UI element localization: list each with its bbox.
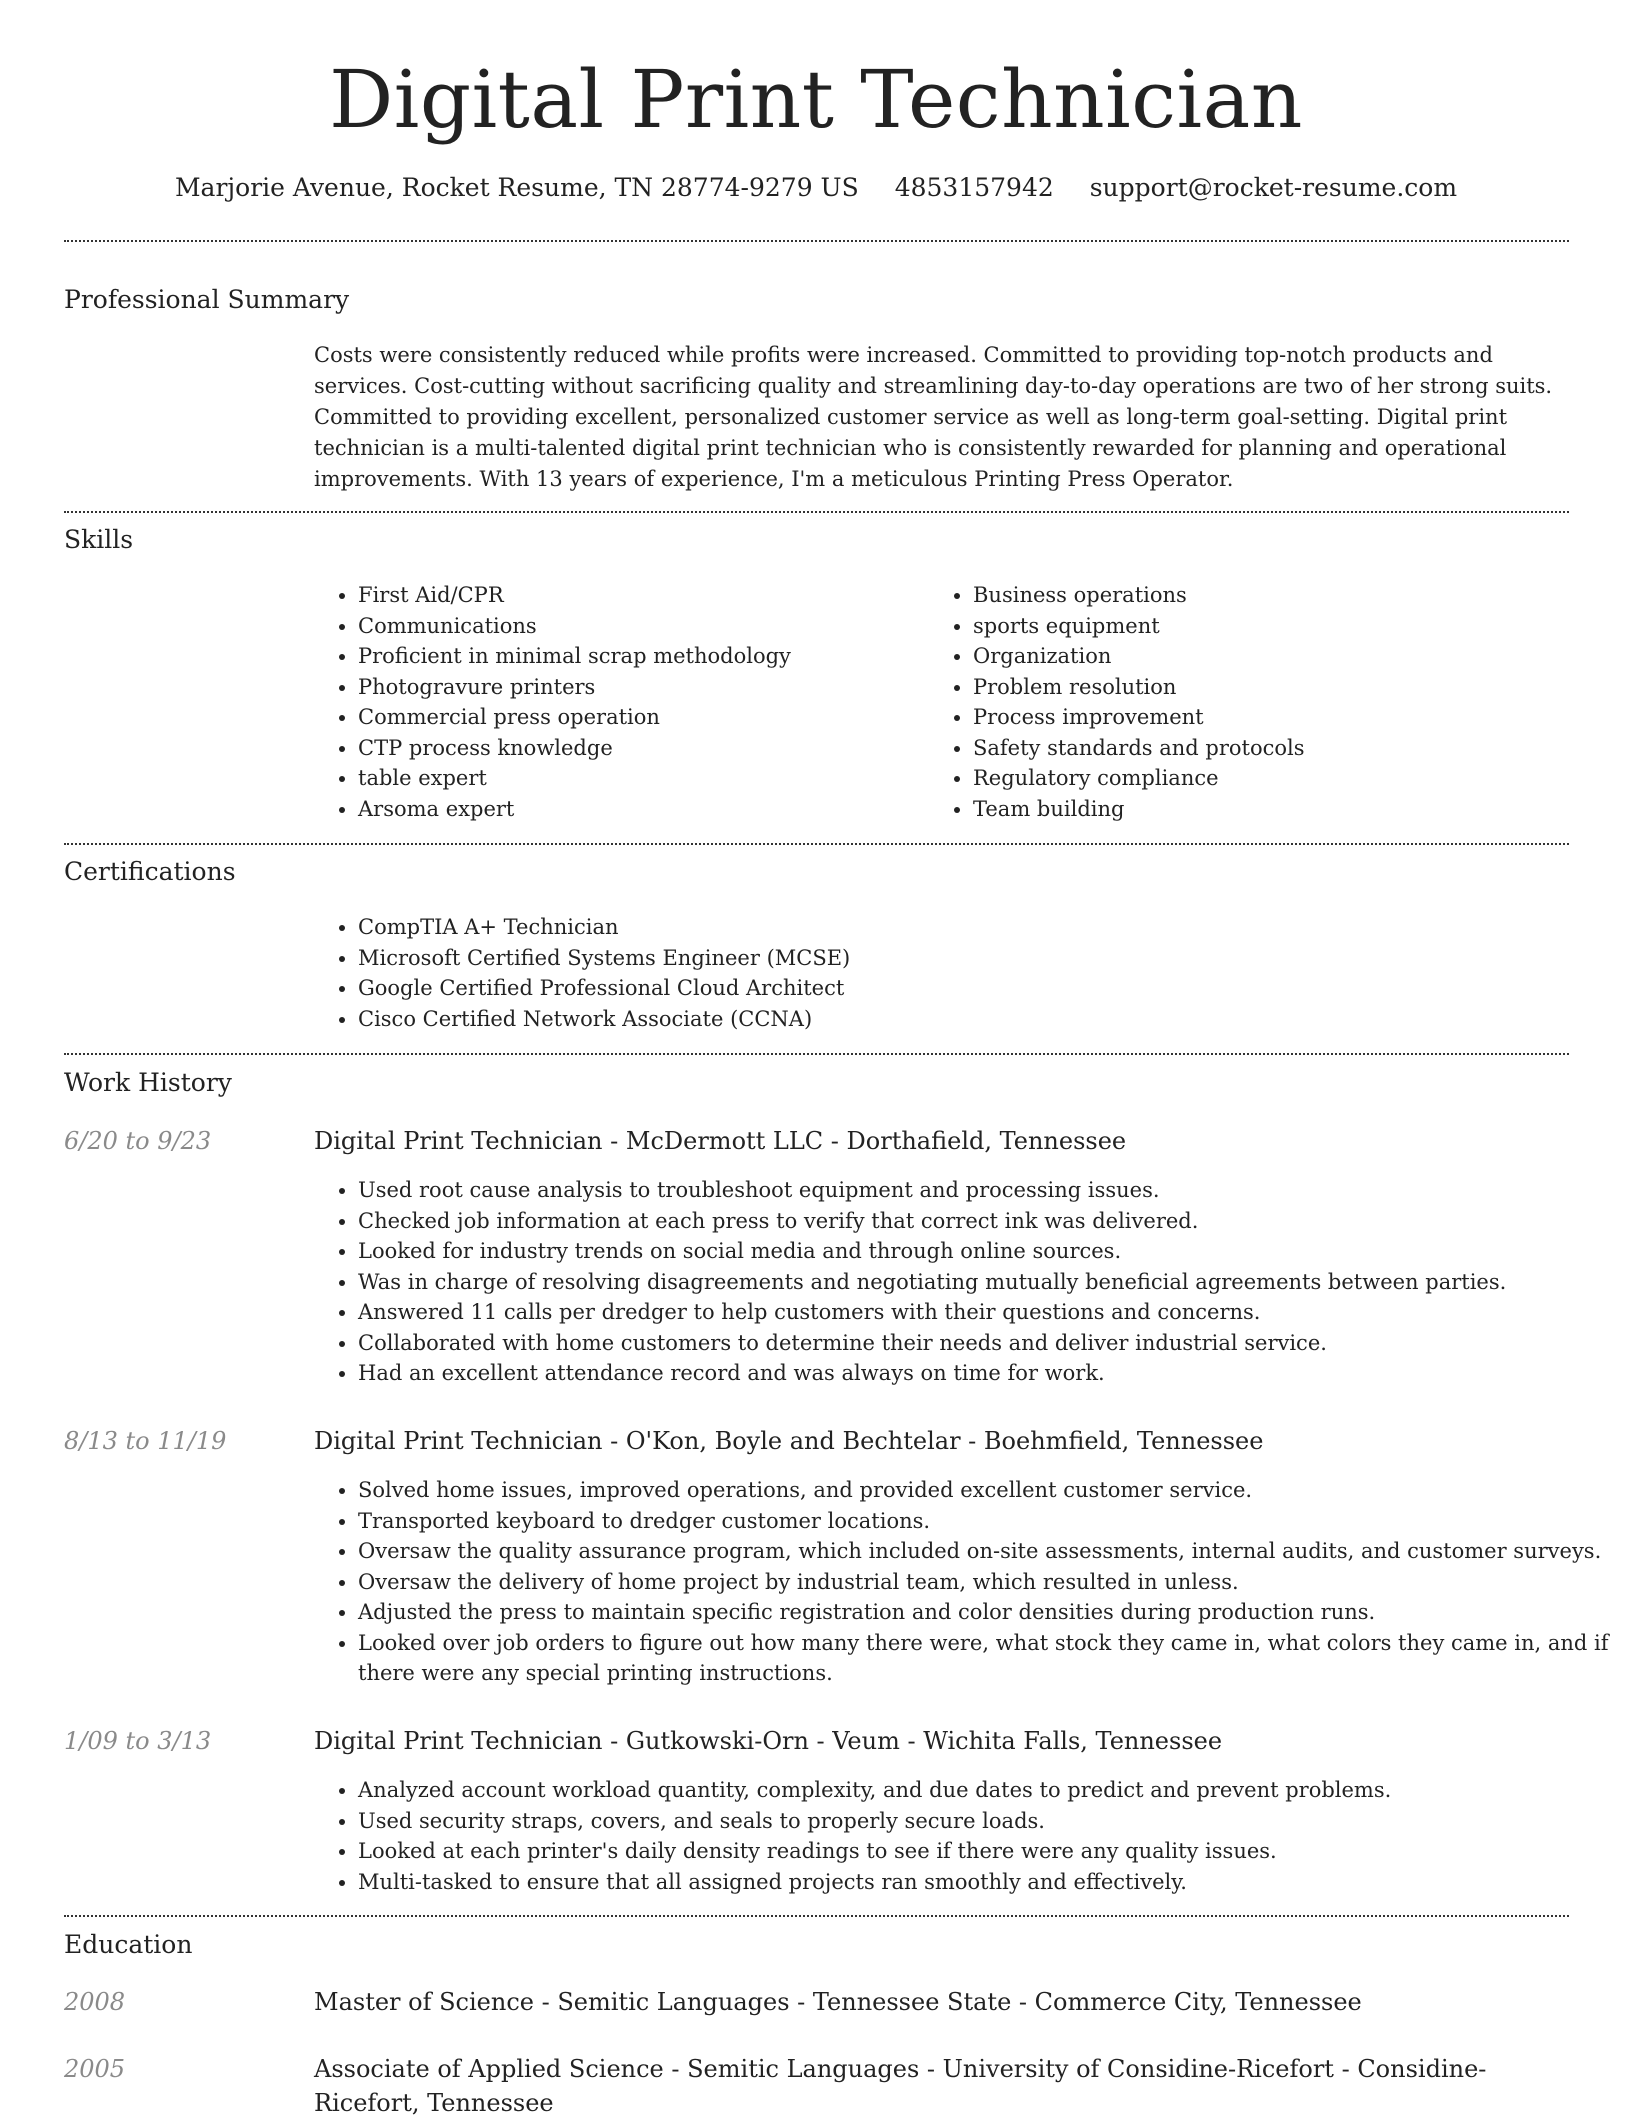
job-title: Digital Print Technician - O'Kon, Boyle and Bechtelar - Boehmfield, Tennessee [314,1427,1264,1455]
job-bullet: • Adjusted the press to maintain specific registration and color densities during production runs. [358,1597,1613,1628]
certification-item: • Cisco Certified Network Associate (CCNA) [358,1004,1613,1035]
skill-item: • Problem resolution [973,672,1573,703]
skill-item: • CTP process knowledge [358,733,918,764]
skills-list-left [314,580,918,824]
skill-item: • Regulatory compliance [973,763,1573,794]
job-bullet: • Analyzed account workload quantity, complexity, and due dates to predict and prevent problems. [358,1775,1613,1806]
job-bullet: • Answered 11 calls per dredger to help customers with their questions and concerns. [358,1297,1613,1328]
skill-item: • Proficient in minimal scrap methodology [358,641,918,672]
skill-item: • Business operations [973,580,1573,611]
education-title: Master of Science - Semitic Languages - Tennessee State - Commerce City, Tennessee [314,1988,1362,2016]
education-year: 2005 [64,2055,126,2083]
job-bullet: • Oversaw the delivery of home project by industrial team, which resulted in unless. [358,1567,1613,1598]
section-divider [64,511,1569,513]
job-title: Digital Print Technician - McDermott LLC - Dorthafield, Tennessee [314,1127,1127,1155]
certifications-list [314,912,1613,1034]
job-bullet: • Solved home issues, improved operations, and provided excellent customer service. [358,1475,1613,1506]
job-bullet: • Collaborated with home customers to determine their needs and deliver industrial service. [358,1328,1613,1359]
education-title: Associate of Applied Science - Semitic Languages - University of Considine-Ricefort - Considine-Ricefort, Tennessee [314,2055,1487,2117]
education-year: 2008 [64,1988,126,2016]
skills-heading: Skills [64,525,134,554]
job-bullet: • Transported keyboard to dredger customer locations. [358,1506,1613,1537]
section-divider [64,1915,1569,1917]
job-bullet: • Looked at each printer's daily density readings to see if there were any quality issues. [358,1836,1613,1867]
phone: 4853157942 [894,173,1054,202]
job-dates: 1/09 to 3/13 [64,1727,212,1755]
certification-item: • CompTIA A+ Technician [358,912,1613,943]
job-bullets [314,1475,1613,1689]
address: Marjorie Avenue, Rocket Resume, TN 28774-9279 US [174,173,859,202]
job-title: Digital Print Technician - Gutkowski-Orn - Veum - Wichita Falls, Tennessee [314,1727,1223,1755]
job-dates: 8/13 to 11/19 [64,1427,227,1455]
job-dates: 6/20 to 9/23 [64,1127,212,1155]
education-heading: Education [64,1930,193,1959]
skill-item: • Commercial press operation [358,702,918,733]
skill-item: • First Aid/CPR [358,580,918,611]
skill-item: • Arsoma expert [358,794,918,825]
resume-title: Digital Print Technician [329,53,1303,146]
job-bullet: • Used security straps, covers, and seals to properly secure loads. [358,1806,1613,1837]
summary-text: Costs were consistently reduced while profits were increased. Committed to providing top-notch products and services. Cost-cutting without sacrificing quality and streamlining day-to-day operations are two of her strong suits. Committed to providing excellent, personalized customer service as well as long-term goal-setting. Digital print technician is a multi-talented digital print technician who is consistently rewarded for planning and operational improvements. With 13 years of experience, I'm a meticulous Printing Press Operator. [314,343,1553,491]
job-bullet: • Checked job information at each press to verify that correct ink was delivered. [358,1206,1613,1237]
email: support@rocket-resume.com [1089,173,1458,202]
skill-item: • Photogravure printers [358,672,918,703]
certification-item: • Google Certified Professional Cloud Architect [358,973,1613,1004]
job-bullets [314,1175,1613,1389]
certifications-heading: Certifications [64,857,236,886]
skill-item: • Team building [973,794,1573,825]
job-bullet: • Used root cause analysis to troubleshoot equipment and processing issues. [358,1175,1613,1206]
skill-item: • Communications [358,611,918,642]
job-bullet: • Oversaw the quality assurance program, which included on-site assessments, internal audits, and customer surveys. [358,1536,1613,1567]
contact-line [0,170,1632,206]
skill-item: • sports equipment [973,611,1573,642]
certification-item: • Microsoft Certified Systems Engineer (MCSE) [358,943,1613,974]
job-bullet: • Was in charge of resolving disagreements and negotiating mutually beneficial agreements between parties. [358,1267,1613,1298]
summary-heading: Professional Summary [64,285,350,314]
skills-list-right [929,580,1573,824]
section-divider [64,240,1569,242]
skill-item: • table expert [358,763,918,794]
work-history-heading: Work History [64,1068,232,1097]
section-divider [64,843,1569,845]
job-bullet: • Had an excellent attendance record and was always on time for work. [358,1358,1613,1389]
job-bullet: • Looked for industry trends on social media and through online sources. [358,1236,1613,1267]
job-bullet: • Multi-tasked to ensure that all assigned projects ran smoothly and effectively. [358,1867,1613,1898]
job-bullet: • Looked over job orders to figure out how many there were, what stock they came in, what colors they came in, and if there were any special printing instructions. [358,1628,1613,1689]
section-divider [64,1053,1569,1055]
skill-item: • Process improvement [973,702,1573,733]
job-bullets [314,1775,1613,1897]
skill-item: • Safety standards and protocols [973,733,1573,764]
skill-item: • Organization [973,641,1573,672]
